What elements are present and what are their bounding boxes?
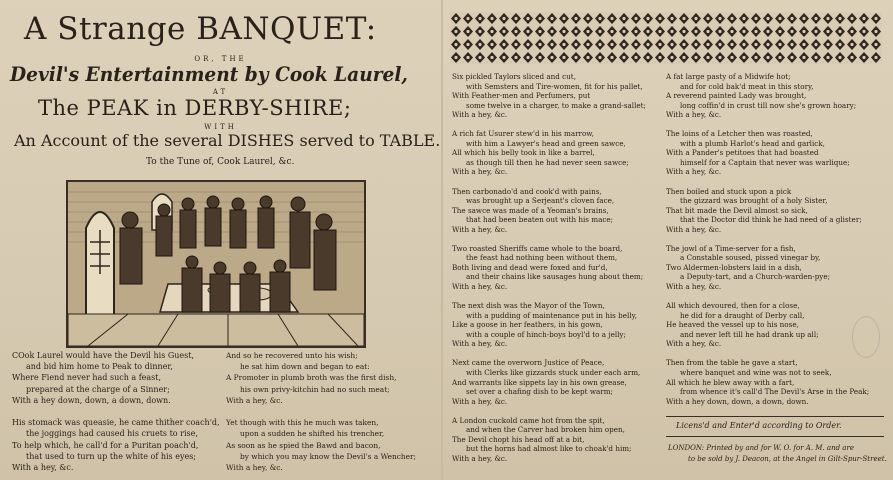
verse-line: To help which, he call'd for a Puritan poach'd,: [12, 440, 199, 450]
verse-line: and their chains like sausages hung about them;: [466, 272, 644, 282]
verse-line: and for cold bak'd meat in this story,: [680, 81, 814, 91]
tune-line: To the Tune of, Cook Laurel, &c.: [146, 157, 295, 167]
licensed-line: Licens'd and Enter'd according to Order.: [676, 421, 842, 430]
verse-line: and bid him home to Peak to dinner,: [26, 362, 173, 372]
title-line-1: A Strange BANQUET:: [24, 11, 377, 47]
verse-line: upon a sudden he shifted his trencher,: [240, 429, 385, 439]
verse-line: [452, 177, 646, 187]
verse-line: with Semsters and Tire-women, fit for his pallet,: [466, 81, 643, 91]
verse-line: With a hey, &c.: [452, 339, 508, 349]
title-line-4: An Account of the several DISHES served to TABLE.: [14, 131, 441, 150]
verse-line: [452, 292, 646, 302]
verse-line: A reverend painted Lady was brought,: [666, 91, 807, 101]
verse-line: a Constable soused, pissed vinegar by,: [680, 253, 821, 263]
ornamental-border: [450, 12, 882, 64]
verse-line: Next came the overworn Justice of Peace,: [452, 358, 605, 368]
verse-line: Both living and dead were foxed and fur'd,: [452, 262, 608, 272]
verse-line: All which he blew away with a fart,: [666, 377, 795, 387]
verse-line: with him a Lawyer's head and green sawce,: [466, 138, 626, 148]
verse-line: With a Pander's petitoes that had boasted: [666, 148, 819, 158]
verse-line: COok Laurel would have the Devil his Guest,: [12, 351, 195, 360]
verse-line: [452, 234, 646, 244]
verse-line: that the Doctor did think he had need of a glister;: [680, 215, 862, 225]
verse-line: With a hey, &c.: [452, 282, 508, 292]
verse-line: A London cuckold came hot from the spit,: [452, 415, 605, 425]
title-with: WITH: [204, 123, 237, 131]
verse-line: Then from the table he gave a start,: [666, 358, 798, 368]
verse-line: The loins of a Letcher then was roasted,: [666, 129, 813, 139]
verse-line: That bit made the Devil almost so sick,: [666, 205, 808, 215]
verse-line: With a hey, &c.: [226, 395, 283, 405]
imprint-line-1: LONDON: Printed by and for W. O. for A. M. and are: [668, 444, 854, 452]
verse-line: All which his belly took in like a barrel,: [452, 148, 595, 158]
verse-line: [666, 234, 869, 244]
verse-line: With a hey, &c.: [452, 167, 508, 177]
verse-line: [666, 292, 869, 302]
title-at: AT: [212, 88, 229, 96]
title-or-the: OR, THE: [194, 55, 247, 63]
verse-line: And warrants like sippets lay in his own grease,: [452, 377, 627, 387]
divider-rule: [666, 416, 884, 417]
verse-line: with a plumb Harlot's head and garlick,: [680, 138, 825, 148]
verse-line: as though till then he had never seen sawce;: [466, 157, 629, 167]
imprint-line-2: to be sold by J. Deacon, at the Angel in Gilt-Spur-Street.: [688, 455, 887, 463]
verse-line: himself for a Captain that never was warlique;: [680, 157, 850, 167]
verse-line: With Feather-men and Perfumers, put: [452, 91, 591, 101]
verse-line: with Clerks like gizzards stuck under each arm,: [466, 367, 641, 377]
verse-line: Two roasted Sheriffs came whole to the board,: [452, 243, 623, 253]
verse-line: [666, 349, 869, 359]
verse-line: by which you may know the Devil's a Wencher;: [240, 451, 416, 461]
library-stamp: [852, 316, 880, 358]
verse-line: the gizzard was brought of a holy Sister,: [680, 196, 828, 206]
verse-line: With a hey down, down, a down, down.: [12, 395, 171, 405]
verse-line: As soon as he spied the Bawd and bacon,: [226, 440, 381, 450]
verse-block-left-1: [12, 350, 220, 473]
verse-line: and when the Carver had broken him open,: [466, 425, 625, 435]
verse-line: He heaved the vessel up to his nose,: [666, 320, 799, 330]
title-line-2: Devil's Entertainment by Cook Laurel,: [10, 62, 408, 86]
verse-line: All which devoured, then for a close,: [666, 301, 800, 311]
verse-line: some twelve in a charger, to make a grand-sallet;: [466, 100, 646, 110]
verse-line: [452, 406, 646, 416]
woodcut-illustration: [66, 180, 366, 348]
verse-block-right-1: [452, 72, 646, 463]
verse-line: [452, 349, 646, 359]
verse-line: With a hey down, down, a down, down.: [666, 396, 809, 406]
verse-line: his own privy-kitchin had no such meat;: [240, 384, 390, 394]
verse-line: and never left till he had drank up all;: [680, 329, 819, 339]
divider-rule: [666, 436, 884, 437]
center-fold: [441, 0, 443, 480]
verse-line: Yet though with this he much was taken,: [226, 418, 379, 428]
verse-line: Two Aldermen-lobsters laid in a dish,: [666, 262, 802, 272]
verse-line: that had been beaten out with his mace;: [466, 215, 614, 225]
verse-line: With a hey, &c.: [12, 463, 74, 473]
verse-block-left-2: [226, 350, 416, 473]
verse-line: His stomack was queasie, he came thither coach'd,: [12, 418, 220, 428]
verse-line: he sat him down and began to eat:: [240, 362, 370, 372]
verse-line: with a pudding of maintenance put in his belly,: [466, 310, 637, 320]
verse-line: With a hey, &c.: [666, 282, 722, 292]
verse-line: prepared at the charge of a Sinner;: [26, 384, 170, 394]
verse-line: The next dish was the Mayor of the Town,: [452, 301, 605, 311]
verse-line: he did for a draught of Derby call,: [680, 310, 805, 320]
verse-line: set over a chafing dish to be kept warm;: [466, 387, 613, 397]
verse-line: Six pickled Taylors sliced and cut,: [452, 72, 576, 81]
verse-line: [666, 120, 869, 130]
verse-line: [226, 406, 416, 417]
verse-line: [12, 406, 220, 417]
verse-line: A rich fat Usurer stew'd in his marrow,: [452, 129, 594, 139]
verse-line: With a hey, &c.: [452, 224, 508, 234]
verse-line: And so he recovered unto his wish;: [226, 351, 358, 360]
verse-line: With a hey, &c.: [666, 339, 722, 349]
verse-line: Then carbonado'd and cook'd with pains,: [452, 186, 602, 196]
verse-line: Where Fiend never had such a feast,: [12, 373, 162, 383]
verse-line: [452, 120, 646, 130]
verse-line: A fat large pasty of a Midwife hot;: [666, 72, 791, 81]
verse-line: A Promoter in plumb broth was the first dish,: [226, 373, 397, 383]
verse-line: but the horns had almost like to choak'd him;: [466, 444, 632, 454]
verse-line: [666, 177, 869, 187]
title-line-3: The PEAK in DERBY-SHIRE;: [38, 96, 352, 120]
verse-line: With a hey, &c.: [452, 396, 508, 406]
verse-line: was brought up a Serjeant's cloven face,: [466, 196, 615, 206]
verse-line: The Devil chopt his head off at a bit,: [452, 434, 585, 444]
verse-line: with a couple of hinch-boys boyl'd to a jelly;: [466, 329, 626, 339]
verse-line: The sawce was made of a Yeoman's brains,: [452, 205, 609, 215]
verse-line: With a hey, &c.: [666, 224, 722, 234]
verse-line: Then boiled and stuck upon a pick: [666, 186, 792, 196]
verse-line: With a hey, &c.: [666, 110, 722, 120]
verse-line: that used to turn up the white of his eyes;: [26, 451, 196, 461]
verse-block-right-2: [666, 72, 869, 406]
verse-line: where banquet and wine was not to seek,: [680, 367, 832, 377]
verse-line: With a hey, &c.: [226, 463, 283, 473]
verse-line: With a hey, &c.: [452, 453, 508, 463]
verse-line: a Deputy-tart, and a Church-warden-pye;: [680, 272, 831, 282]
verse-line: from whence it's call'd The Devil's Arse in the Peak;: [680, 387, 870, 397]
verse-line: long coffin'd in crust till now she's grown hoary;: [680, 100, 857, 110]
verse-line: the joggings had caused his cruets to rise,: [26, 429, 198, 439]
verse-line: Like a goose in her feathers, in his gown,: [452, 320, 603, 330]
verse-line: With a hey, &c.: [452, 110, 508, 120]
verse-line: the feast had nothing been without them,: [466, 253, 618, 263]
left-page: [0, 0, 441, 480]
verse-line: The jowl of a Time-server for a fish,: [666, 243, 796, 253]
verse-line: With a hey, &c.: [666, 167, 722, 177]
